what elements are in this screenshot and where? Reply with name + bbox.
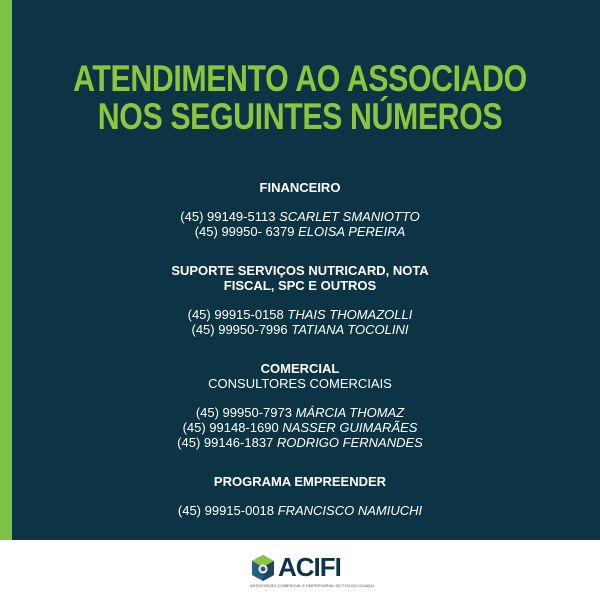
contact-line (0, 224, 600, 239)
contact-name: FRANCISCO NAMIUCHI (277, 503, 423, 518)
section-title: COMERCIAL (260, 361, 340, 376)
acifi-logo (250, 552, 374, 592)
section-title: FINANCEIRO (259, 180, 341, 195)
phone-number: (45) 99915-0018 (177, 503, 275, 518)
section-comercial (0, 361, 600, 450)
logo-wordmark: ACIFI (278, 552, 341, 582)
contact-name: THAIS THOMAZOLLI (287, 307, 413, 322)
contact-name: TATIANA TOCOLINI (291, 322, 409, 337)
phone-number: (45) 99915-0158 (187, 307, 284, 322)
contact-line (0, 322, 600, 337)
headline (54, 60, 546, 136)
phone-number: (45) 99149-5113 (180, 209, 276, 224)
phone-number: (45) 99146-1837 (177, 435, 274, 450)
section-subtitle: CONSULTORES COMERCIAIS (208, 376, 392, 391)
headline-line-1: ATENDIMENTO AO ASSOCIADO (73, 58, 527, 99)
section-title: PROGRAMA EMPREENDER (213, 474, 387, 489)
phone-number: (45) 99950- 6379 (194, 224, 295, 239)
contact-line (0, 209, 600, 224)
contact-line (0, 503, 600, 518)
contact-line (0, 435, 600, 450)
section-financeiro (0, 180, 600, 239)
phone-number: (45) 99950-7973 (195, 405, 292, 420)
hexagon-logo-icon (250, 554, 276, 582)
contact-name: ELOISA PEREIRA (298, 224, 406, 239)
contact-line (0, 405, 600, 420)
phone-number: (45) 99148-1690 (182, 420, 279, 435)
section-programa-empreender (0, 474, 600, 518)
logo-tagline: ASSOCIAÇÃO COMERCIAL E EMPRESARIAL DE FOZ DO IGUAÇU (250, 583, 374, 588)
phone-number: (45) 99950-7996 (191, 322, 288, 337)
headline-line-2: NOS SEGUINTES NÚMEROS (97, 96, 503, 137)
contact-line (0, 307, 600, 322)
contact-name: RODRIGO FERNANDES (276, 435, 423, 450)
contact-line (0, 420, 600, 435)
contact-name: NASSER GUIMARÃES (282, 420, 418, 435)
contact-list (0, 180, 600, 518)
contact-name: SCARLET SMANIOTTO (279, 209, 420, 224)
section-suporte (0, 263, 600, 337)
contact-name: MÁRCIA THOMAZ (295, 405, 405, 420)
section-title-line-2: FISCAL, SPC E OUTROS (223, 278, 377, 293)
section-title-line-1: SUPORTE SERVIÇOS NUTRICARD, NOTA (171, 263, 429, 278)
